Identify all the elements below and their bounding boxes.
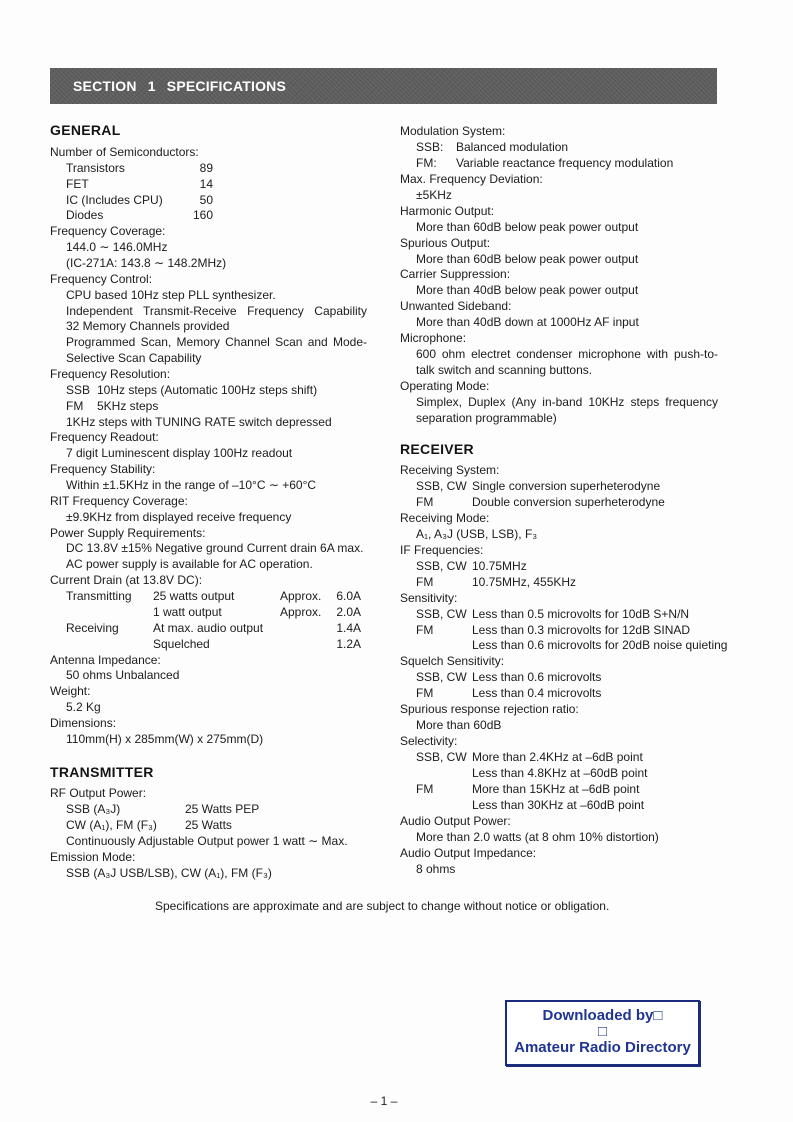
spec-label: Current Drain (at 13.8V DC): — [50, 573, 203, 588]
spec-value: More than 2.0 watts (at 8 ohm 10% distortion) — [416, 829, 659, 844]
spec-value: 8 ohms — [416, 861, 456, 876]
spec-label: Dimensions: — [50, 715, 117, 730]
spec-label: IF Frequencies: — [400, 542, 484, 557]
receiver-row — [400, 766, 780, 782]
semiconductor-count: 50 — [199, 192, 213, 207]
receiver-heading: RECEIVER — [400, 441, 474, 457]
drain-approx: Approx. — [280, 604, 322, 619]
spec-value: Programmed Scan, Memory Channel Scan and Mode- — [66, 335, 367, 350]
spec-label: Antenna Impedance: — [50, 652, 161, 667]
mode-label: FM — [416, 622, 434, 637]
receiver-row — [400, 607, 780, 623]
receiver-row — [400, 686, 780, 702]
semiconductor-type: Transistors — [66, 160, 125, 175]
spec-value: More than 60dB below peak power output — [416, 251, 639, 266]
spec-label: Microphone: — [400, 331, 467, 346]
spec-label: RF Output Power: — [50, 786, 147, 800]
mode-label: FM — [416, 686, 434, 701]
mode-value: More than 15KHz at –6dB point — [472, 782, 640, 797]
spec-value: Within ±1.5KHz in the range of –10°C ∼ +60°C — [66, 478, 317, 493]
receiver-row — [400, 750, 780, 766]
footer-note: Specifications are approximate and are subject to change without notice or obligation. — [155, 899, 610, 913]
drain-value: 2.0A — [336, 604, 361, 619]
spec-value: 600 ohm electret condenser microphone with push-to- — [416, 347, 718, 362]
download-stamp-line: □ — [597, 1023, 608, 1040]
semiconductor-row — [50, 208, 380, 224]
spec-label: Spurious Output: — [400, 235, 491, 250]
mode-label: SSB, CW — [416, 558, 467, 573]
drain-state: Receiving — [66, 620, 119, 635]
spec-label: Unwanted Sideband: — [400, 299, 512, 314]
mode-value: 10.75MHz, 455KHz — [472, 574, 577, 589]
current-drain-row — [50, 637, 380, 653]
drain-value: 1.4A — [336, 620, 361, 635]
rf-output-row — [50, 817, 380, 833]
mode-label: SSB, CW — [416, 670, 467, 685]
semiconductor-count: 89 — [199, 160, 213, 175]
spec-value: AC power supply is available for AC operation. — [66, 557, 313, 572]
drain-condition: 25 watts output — [153, 589, 235, 604]
general-specs — [50, 145, 380, 748]
download-stamp-line: Downloaded by□ — [542, 1007, 663, 1024]
spec-value: More than 40dB down at 1000Hz AF input — [416, 315, 639, 330]
receiver-row — [400, 575, 780, 591]
semiconductor-type: FET — [66, 176, 89, 191]
spec-value: ±5KHz — [416, 187, 452, 202]
semiconductor-type: Diodes — [66, 208, 104, 223]
modulation-row — [400, 140, 780, 156]
spec-value: SSB (A₃J USB/LSB), CW (A₁), FM (F₃) — [66, 866, 272, 880]
download-stamp-line: Amateur Radio Directory — [514, 1039, 691, 1056]
spec-label: Modulation System: — [400, 124, 506, 138]
drain-condition: 1 watt output — [153, 604, 222, 619]
spec-label: Frequency Control: — [50, 271, 153, 286]
receiver-row — [400, 479, 780, 495]
semiconductor-row — [50, 161, 380, 177]
drain-state: Transmitting — [66, 589, 132, 604]
page-number: – 1 – — [370, 1094, 398, 1108]
spec-label: Emission Mode: — [50, 850, 136, 864]
receiver-row — [400, 638, 780, 654]
mode-label: SSB, CW — [416, 606, 467, 621]
spec-value: talk switch and scanning buttons. — [416, 363, 593, 378]
spec-label: Audio Output Power: — [400, 813, 511, 828]
mode-label: FM — [416, 782, 434, 797]
spec-label: Carrier Suppression: — [400, 267, 511, 282]
spec-value: 110mm(H) x 285mm(W) x 275mm(D) — [66, 731, 264, 746]
spec-label: Sensitivity: — [400, 590, 458, 605]
transmitter-heading: TRANSMITTER — [50, 764, 154, 780]
spec-label: Max. Frequency Deviation: — [400, 171, 543, 186]
mode-value: Single conversion superheterodyne — [472, 478, 661, 493]
spec-value: 32 Memory Channels provided — [66, 319, 230, 334]
mode-value: Less than 0.6 microvolts — [472, 670, 602, 685]
spec-label: Frequency Readout: — [50, 430, 159, 445]
semiconductor-count: 14 — [199, 176, 213, 191]
spec-label: Squelch Sensitivity: — [400, 654, 505, 669]
mode-value: Double conversion superheterodyne — [472, 494, 665, 509]
mode-value: 5KHz steps — [97, 398, 159, 413]
spec-value: 7 digit Luminescent display 100Hz readout — [66, 446, 293, 461]
spec-label: Power Supply Requirements: — [50, 525, 206, 540]
spec-value: More than 40dB below peak power output — [416, 283, 639, 298]
mode-value: 25 Watts — [185, 818, 232, 832]
download-stamp — [505, 1000, 700, 1066]
semiconductor-count: 160 — [192, 208, 213, 223]
mode-value: Less than 0.3 microvolts for 12dB SINAD — [472, 622, 691, 637]
spec-value: Independent Transmit-Receive Frequency Capability — [66, 303, 367, 318]
spec-value: ±9.9KHz from displayed receive frequency — [66, 509, 292, 524]
spec-value: Simplex, Duplex (Any in-band 10KHz steps frequency — [416, 394, 718, 409]
drain-condition: At max. audio output — [153, 620, 264, 635]
spec-value: Selective Scan Capability — [66, 351, 202, 366]
rf-output-row — [50, 801, 380, 817]
spec-label: Frequency Resolution: — [50, 367, 171, 382]
mode-label: SSB, CW — [416, 750, 467, 765]
spec-label: Harmonic Output: — [400, 203, 495, 218]
mode-value: 10Hz steps (Automatic 100Hz steps shift) — [97, 382, 318, 397]
spec-label: Selectivity: — [400, 734, 458, 749]
mode-label: SSB (A₃J) — [66, 802, 121, 816]
mode-value: Balanced modulation — [456, 139, 569, 154]
spec-label: Weight: — [50, 684, 91, 699]
current-drain-row — [50, 605, 380, 621]
semiconductor-type: IC (Includes CPU) — [66, 192, 163, 207]
drain-value: 6.0A — [336, 589, 361, 604]
spec-label: Number of Semiconductors: — [50, 145, 199, 159]
mode-value: More than 2.4KHz at –6dB point — [472, 750, 643, 765]
spec-value: 50 ohms Unbalanced — [66, 668, 180, 683]
mode-value: Less than 0.6 microvolts for 20dB noise quieting — [472, 638, 728, 653]
section-banner — [50, 68, 717, 104]
mode-label: FM — [416, 574, 434, 589]
general-heading: GENERAL — [50, 122, 121, 138]
mode-label: SSB: — [416, 139, 444, 154]
mode-label: SSB — [66, 382, 91, 397]
spec-label: RIT Frequency Coverage: — [50, 493, 188, 508]
semiconductor-row — [50, 193, 380, 209]
spec-label: Receiving System: — [400, 463, 500, 477]
mode-value: Less than 0.4 microvolts — [472, 686, 602, 701]
spec-value: Continuously Adjustable Output power 1 watt ∼ Max. — [66, 834, 348, 848]
modulation-row — [400, 156, 780, 172]
mode-label: FM: — [416, 155, 437, 170]
receiver-specs — [400, 463, 780, 878]
mode-label: FM — [66, 398, 84, 413]
drain-condition: Squelched — [153, 636, 210, 651]
spec-label: Spurious response rejection ratio: — [400, 702, 579, 717]
section-title: SECTION 1 SPECIFICATIONS — [73, 78, 287, 94]
mode-value: 25 Watts PEP — [185, 802, 260, 816]
current-drain-row — [50, 589, 380, 605]
spec-label: Audio Output Impedance: — [400, 845, 537, 860]
drain-value: 1.2A — [336, 636, 361, 651]
spec-value: (IC-271A: 143.8 ∼ 148.2MHz) — [66, 256, 227, 271]
receiver-row — [400, 495, 780, 511]
spec-value: 144.0 ∼ 146.0MHz — [66, 240, 168, 255]
spec-value: More than 60dB — [416, 718, 502, 733]
spec-value: More than 60dB below peak power output — [416, 219, 639, 234]
spec-value: 1KHz steps with TUNING RATE switch depressed — [66, 414, 332, 429]
mode-label: SSB, CW — [416, 478, 467, 493]
resolution-row — [50, 399, 380, 415]
transmitter-specs-continued — [400, 124, 780, 427]
semiconductor-row — [50, 177, 380, 193]
drain-approx: Approx. — [280, 589, 322, 604]
receiver-row — [400, 623, 780, 639]
mode-label: FM — [416, 494, 434, 509]
mode-value: Less than 0.5 microvolts for 10dB S+N/N — [472, 606, 690, 621]
mode-label: CW (A₁), FM (F₃) — [66, 818, 157, 832]
spec-value: 5.2 Kg — [66, 700, 101, 715]
spec-value: separation programmable) — [416, 410, 557, 425]
spec-label: Receiving Mode: — [400, 510, 490, 525]
spec-value: CPU based 10Hz step PLL synthesizer. — [66, 287, 276, 302]
mode-value: 10.75MHz — [472, 558, 527, 573]
receiver-row — [400, 670, 780, 686]
transmitter-specs — [50, 785, 380, 881]
mode-value: Less than 4.8KHz at –60dB point — [472, 766, 648, 781]
receiver-row — [400, 559, 780, 575]
spec-label: Frequency Stability: — [50, 462, 156, 477]
spec-value: A₁, A₃J (USB, LSB), F₃ — [416, 526, 538, 541]
spec-label: Operating Mode: — [400, 379, 490, 393]
spec-value: DC 13.8V ±15% Negative ground Current drain 6A max. — [66, 541, 364, 556]
resolution-row — [50, 383, 380, 399]
current-drain-row — [50, 621, 380, 637]
receiver-row — [400, 782, 780, 798]
spec-label: Frequency Coverage: — [50, 224, 166, 239]
receiver-row — [400, 798, 780, 814]
mode-value: Less than 30KHz at –60dB point — [472, 798, 645, 813]
mode-value: Variable reactance frequency modulation — [456, 155, 674, 170]
